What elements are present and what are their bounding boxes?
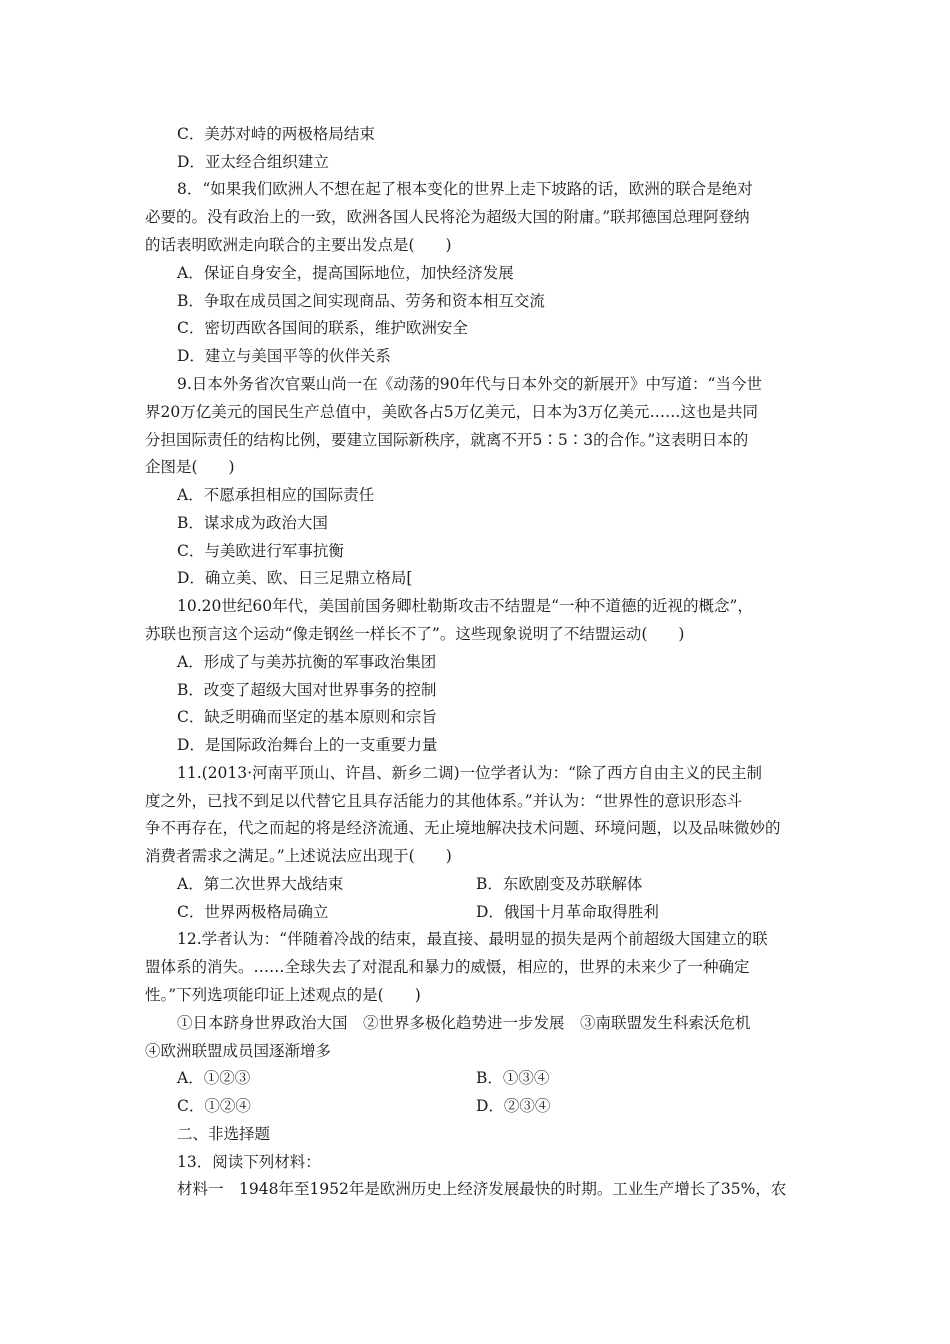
q11-stem-line-4: 消费者需求之满足。”上述说法应出现于( ) xyxy=(145,847,452,865)
q9-option-b: B．谋求成为政治大国 xyxy=(177,514,328,532)
q12-statements-line-2: ④欧洲联盟成员国逐渐增多 xyxy=(145,1042,332,1060)
q10-option-c: C．缺乏明确而坚定的基本原则和宗旨 xyxy=(177,708,437,726)
q12-stem-line-3: 性。”下列选项能印证上述观点的是( ) xyxy=(145,986,421,1004)
q9-option-a: A．不愿承担相应的国际责任 xyxy=(177,486,375,504)
q8-stem-line-1: 8．“如果我们欧洲人不想在起了根本变化的世界上走下坡路的话，欧洲的联合是绝对 xyxy=(177,180,753,198)
q10-option-b: B．改变了超级大国对世界事务的控制 xyxy=(177,681,437,699)
q7-option-d: D．亚太经合组织建立 xyxy=(177,153,329,171)
q11-stem-line-3: 争不再存在，代之而起的将是经济流通、无止境地解决技术问题、环境问题，以及品味微妙的 xyxy=(145,819,781,837)
q8-option-b: B．争取在成员国之间实现商品、劳务和资本相互交流 xyxy=(177,292,545,310)
q10-option-d: D．是国际政治舞台上的一支重要力量 xyxy=(177,736,438,754)
q11-stem-line-1: 11.(2013·河南平顶山、许昌、新乡二调)一位学者认为：“除了西方自由主义的民主制 xyxy=(177,764,763,782)
q9-stem-line-3: 分担国际责任的结构比例，要建立国际新秩序，就离不开5∶5∶3的合作。”这表明日本的 xyxy=(145,431,749,449)
q8-option-a: A．保证自身安全，提高国际地位，加快经济发展 xyxy=(177,264,514,282)
q12-option-d: D．②③④ xyxy=(476,1097,551,1115)
q9-option-d: D．确立美、欧、日三足鼎立格局[ xyxy=(177,569,413,587)
q11-option-b: B．东欧剧变及苏联解体 xyxy=(476,875,643,893)
q7-option-c: C．美苏对峙的两极格局结束 xyxy=(177,125,375,143)
q8-option-d: D．建立与美国平等的伙伴关系 xyxy=(177,347,391,365)
q10-stem-line-1: 10.20世纪60年代，美国前国务卿杜勒斯攻击不结盟是“一种不道德的近视的概念”， xyxy=(177,597,753,615)
q10-option-a: A．形成了与美苏抗衡的军事政治集团 xyxy=(177,653,437,671)
q8-option-c: C．密切西欧各国间的联系，维护欧洲安全 xyxy=(177,319,468,337)
q13-material-1: 材料一 1948年至1952年是欧洲历史上经济发展最快的时期。工业生产增长了35%，农 xyxy=(177,1180,787,1198)
q11-stem-line-2: 度之外，已找不到足以代替它且具存活能力的其他体系。”并认为：“世界性的意识形态斗 xyxy=(145,792,743,810)
q12-statements-line-1: ①日本跻身世界政治大国 ②世界多极化趋势进一步发展 ③南联盟发生科索沃危机 xyxy=(177,1014,751,1032)
q11-option-d: D．俄国十月革命取得胜利 xyxy=(476,903,659,921)
q9-stem-line-4: 企图是( ) xyxy=(145,458,235,476)
q11-option-c: C．世界两极格局确立 xyxy=(177,903,329,921)
q9-stem-line-1: 9.日本外务省次官粟山尚一在《动荡的90年代与日本外交的新展开》中写道：“当今世 xyxy=(177,375,762,393)
q9-stem-line-2: 界20万亿美元的国民生产总值中，美欧各占5万亿美元，日本为3万亿美元……这也是共同 xyxy=(145,403,758,421)
q12-option-a: A．①②③ xyxy=(177,1069,251,1087)
q12-option-c: C．①②④ xyxy=(177,1097,251,1115)
q12-stem-line-2: 盟体系的消失。……全球失去了对混乱和暴力的威慑，相应的，世界的未来少了一种确定 xyxy=(145,958,750,976)
q12-option-b: B．①③④ xyxy=(476,1069,550,1087)
section-heading: 二、非选择题 xyxy=(177,1125,271,1143)
q8-stem-line-2: 必要的。没有政治上的一致，欧洲各国人民将沦为超级大国的附庸。”联邦德国总理阿登纳 xyxy=(145,208,750,226)
q10-stem-line-2: 苏联也预言这个运动“像走钢丝一样长不了”。这些现象说明了不结盟运动( ) xyxy=(145,625,685,643)
q11-option-a: A．第二次世界大战结束 xyxy=(177,875,344,893)
q12-stem-line-1: 12.学者认为：“伴随着冷战的结束，最直接、最明显的损失是两个前超级大国建立的联 xyxy=(177,930,768,948)
q8-stem-line-3: 的话表明欧洲走向联合的主要出发点是( ) xyxy=(145,236,452,254)
q13-stem: 13．阅读下列材料： xyxy=(177,1153,321,1171)
q9-option-c: C．与美欧进行军事抗衡 xyxy=(177,542,344,560)
